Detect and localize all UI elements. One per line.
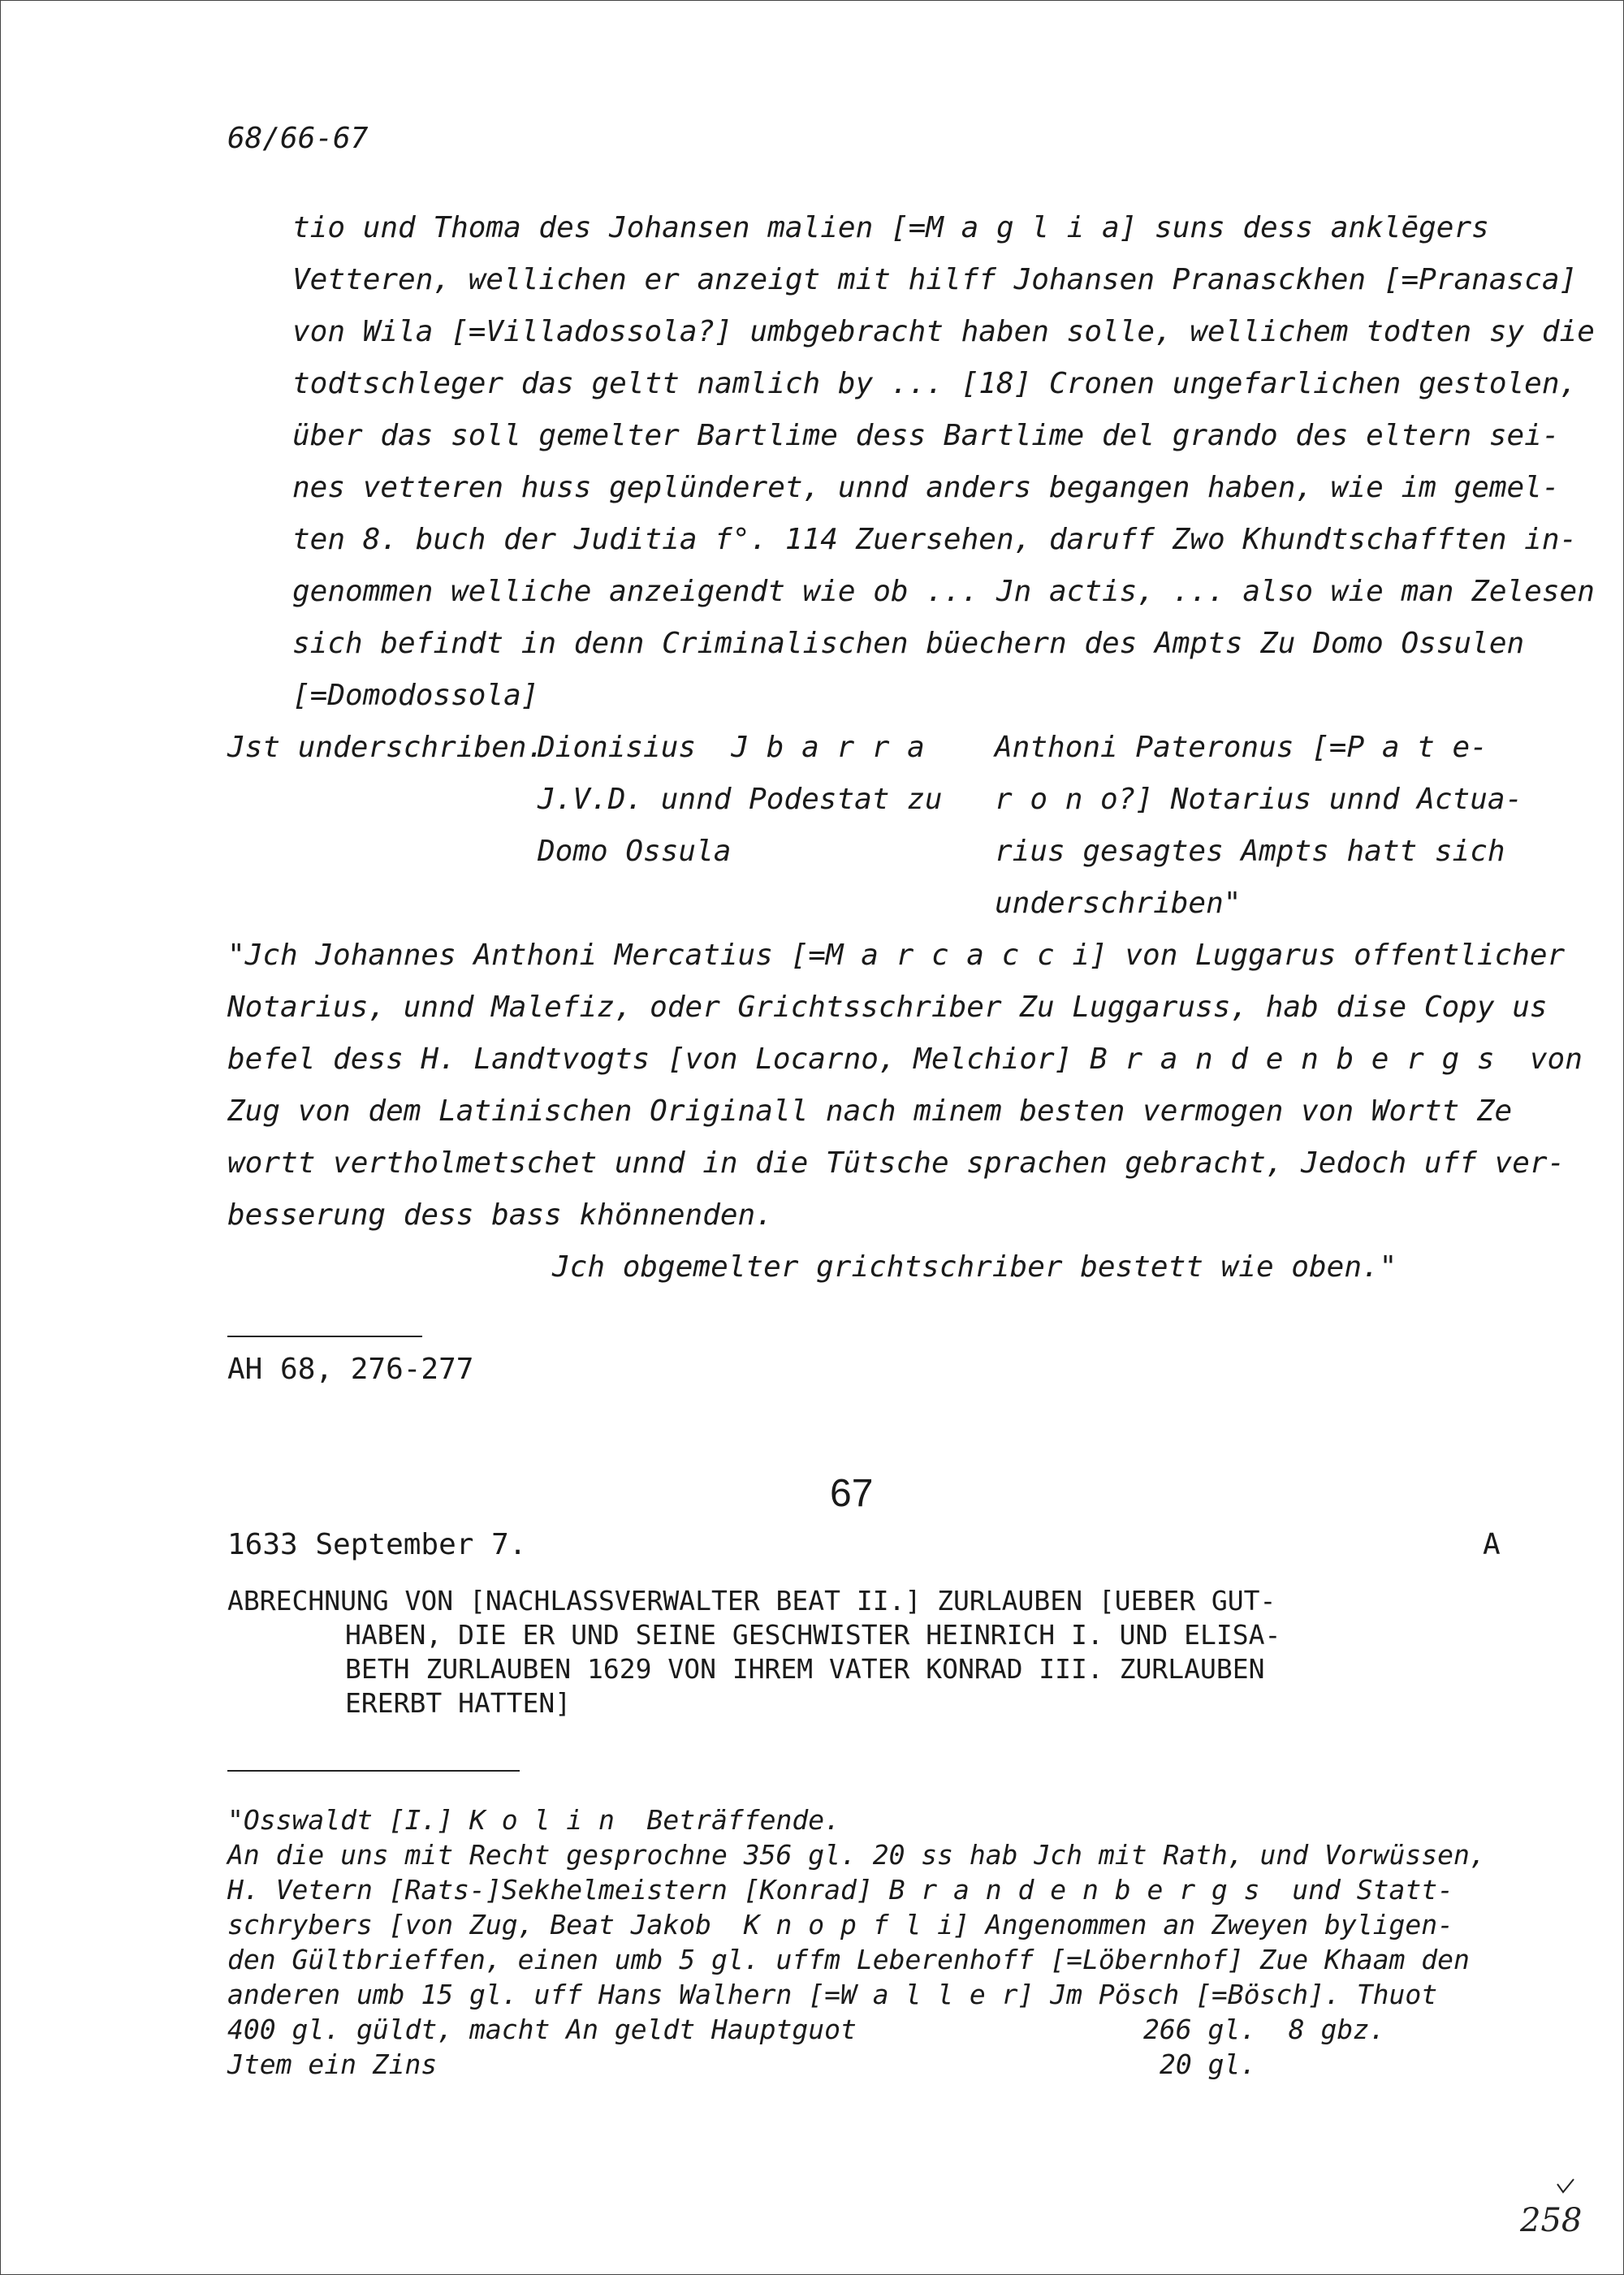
entry-title-line: ERERBT HATTEN] bbox=[345, 1687, 572, 1719]
certification-closing: Jch obgemelter grichtschriber bestett wie oben." bbox=[552, 1250, 1397, 1284]
account-line: H. Vetern [Rats-]Sekhelmeistern [Konrad] B r a n d e n b e r g s und Statt- bbox=[227, 1874, 1453, 1906]
entry-title-line: HABEN, DIE ER UND SEINE GESCHWISTER HEINRICH I. UND ELISA- bbox=[345, 1619, 1281, 1651]
excerpt-line: sich befindt in denn Criminalischen büechern des Ampts Zu Domo Ossulen bbox=[292, 627, 1525, 660]
account-line: "Osswaldt [I.] K o l i n Beträffende. bbox=[227, 1804, 840, 1836]
signature-notary: Anthoni Pateronus [=P a t e- bbox=[995, 731, 1488, 764]
excerpt-line: Vetteren, wellichen er anzeigt mit hilff Johansen Pranasckhen [=Pranasca] bbox=[292, 263, 1578, 296]
account-line: anderen umb 15 gl. uff Hans Walhern [=W a l l e r] Jm Pösch [=Bösch]. Thuot bbox=[227, 1979, 1438, 2010]
signature-notary: r o n o?] Notarius unnd Actua- bbox=[995, 783, 1523, 816]
excerpt-line: von Wila [=Villadossola?] umbgebracht haben solle, wellichem todten sy die bbox=[292, 315, 1595, 348]
certification-line: "Jch Johannes Anthoni Mercatius [=M a r c a c c i] von Luggarus offentlicher bbox=[227, 939, 1566, 972]
signature-notary: rius gesagtes Ampts hatt sich bbox=[995, 835, 1505, 868]
source-rule bbox=[227, 1336, 422, 1337]
excerpt-line: tio und Thoma des Johansen malien [=M a g l i a] suns dess anklēgers bbox=[292, 211, 1489, 244]
entry-title-line: ABRECHNUNG VON [NACHLASSVERWALTER BEAT II.] ZURLAUBEN [UEBER GUT- bbox=[227, 1585, 1276, 1617]
excerpt-line: über das soll gemelter Bartlime dess Bartlime del grando des eltern sei- bbox=[292, 419, 1560, 452]
account-rule bbox=[227, 1770, 520, 1772]
certification-line: befel dess H. Landtvogts [von Locarno, Melchior] B r a n d e n b e r g s von bbox=[227, 1043, 1583, 1076]
account-line: den Gültbrieffen, einen umb 5 gl. uffm Leberenhoff [=Löbernhof] Zue Khaam den bbox=[227, 1944, 1470, 1975]
certification-line: Zug von dem Latinischen Originall nach minem besten vermogen von Wortt Ze bbox=[227, 1094, 1513, 1128]
certification-line: besserung dess bass khönnenden. bbox=[227, 1198, 773, 1232]
account-line: An die uns mit Recht gesprochne 356 gl. 20 ss hab Jch mit Rath, und Vorwüssen, bbox=[227, 1839, 1486, 1871]
account-item-label: Jtem ein Zins bbox=[227, 2048, 438, 2080]
excerpt-line: nes vetteren huss geplünderet, unnd anders begangen haben, wie im gemel- bbox=[292, 471, 1560, 504]
document-reference: 68/66-67 bbox=[227, 122, 369, 155]
signature-podestat: Dionisius J b a r r a bbox=[538, 731, 925, 764]
entry-date: 1633 September 7. bbox=[227, 1528, 527, 1561]
entry-title-line: BETH ZURLAUBEN 1629 VON IHREM VATER KONRAD III. ZURLAUBEN bbox=[345, 1653, 1265, 1685]
excerpt-line: genommen welliche anzeigendt wie ob ... Jn actis, ... also wie man Zelesen bbox=[292, 575, 1595, 608]
signature-podestat: Domo Ossula bbox=[538, 835, 732, 868]
certification-line: wortt vertholmetschet unnd in die Tütsche sprachen gebracht, Jedoch uff ver- bbox=[227, 1146, 1566, 1180]
excerpt-line: ten 8. buch der Juditia f°. 114 Zuersehen, daruff Zwo Khundtschafften in- bbox=[292, 523, 1578, 556]
signature-podestat: J.V.D. unnd Podestat zu bbox=[538, 783, 943, 816]
account-line: schrybers [von Zug, Beat Jakob K n o p f l i] Angenommen an Zweyen byligen- bbox=[227, 1909, 1453, 1940]
excerpt-line: todtschleger das geltt namlich by ... [18] Cronen ungefarlichen gestolen, bbox=[292, 367, 1578, 400]
signature-notary: underschriben" bbox=[995, 887, 1242, 920]
entry-number: 67 bbox=[830, 1472, 874, 1515]
account-item-amount: 20 gl. bbox=[1160, 2048, 1257, 2080]
entry-marker: A bbox=[1483, 1528, 1501, 1561]
handwritten-checkmark-icon bbox=[1556, 2178, 1575, 2195]
source-reference: AH 68, 276-277 bbox=[227, 1353, 474, 1386]
excerpt-line: [=Domodossola] bbox=[292, 679, 539, 712]
account-line: 400 gl. güldt, macht An geldt Hauptguot bbox=[227, 2014, 857, 2045]
account-amount: 266 gl. 8 gbz. bbox=[1143, 2014, 1386, 2045]
signature-intro: Jst underschriben. bbox=[227, 731, 545, 764]
handwritten-folio-number: 258 bbox=[1520, 2202, 1583, 2239]
certification-line: Notarius, unnd Malefiz, oder Grichtsschriber Zu Luggaruss, hab dise Copy us bbox=[227, 991, 1548, 1024]
